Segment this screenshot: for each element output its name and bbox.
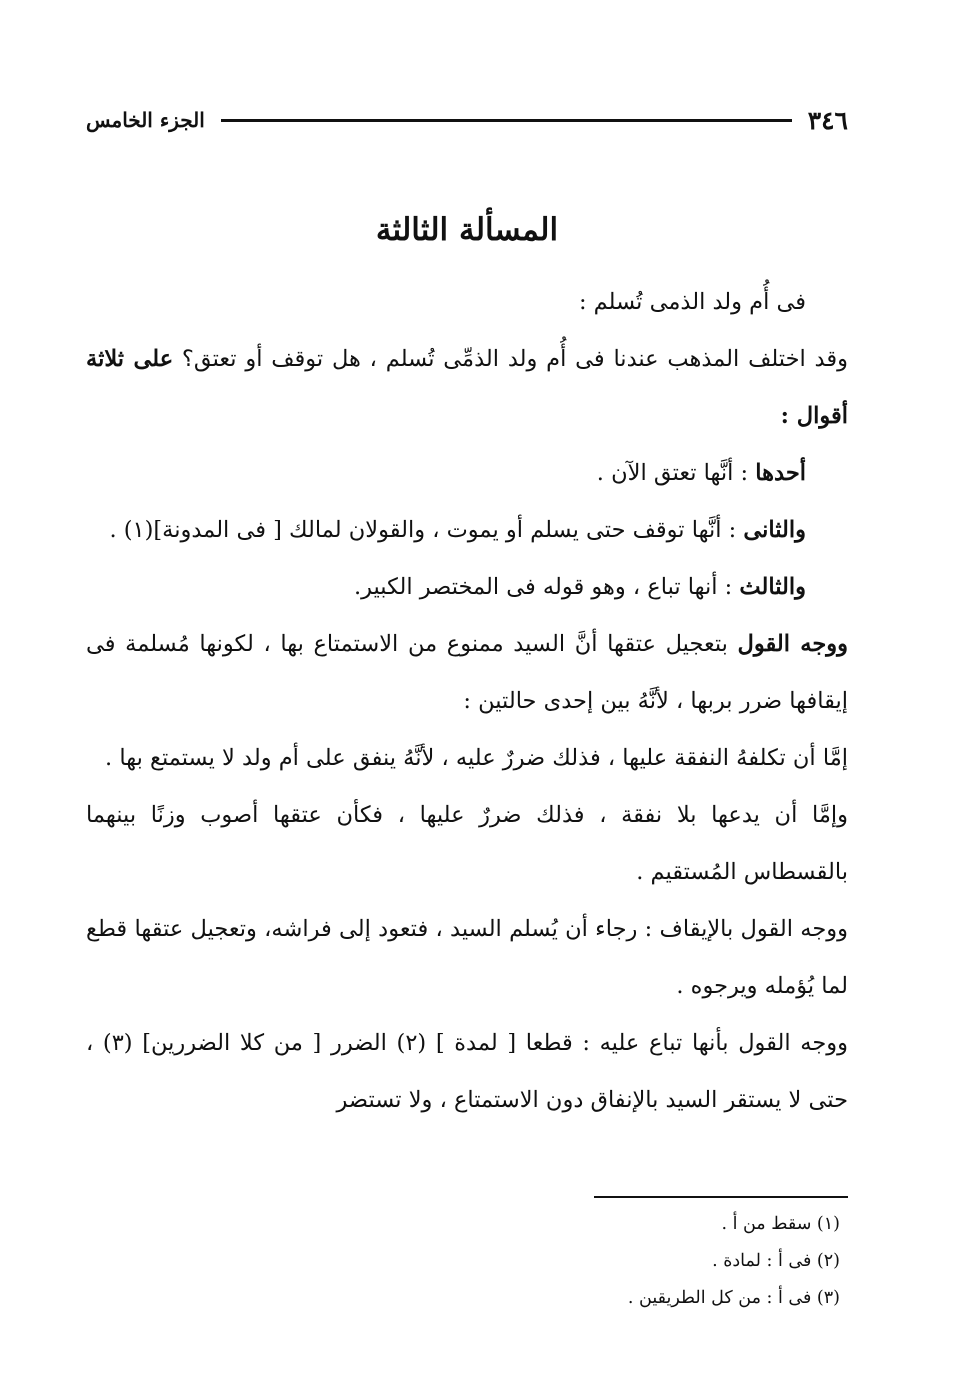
paragraph-4-run-1: والثانى: [743, 517, 806, 543]
header-rule: [221, 119, 792, 122]
paragraph-6: [86, 616, 848, 730]
paragraph-3-run-1: أحدها: [755, 460, 806, 486]
paragraph-6-run-2: بتعجيل عتقها أنَّ السيد ممنوع من الاستمتاع بها ، لكونها مُسلمة فى إيقافها ضرر بربها ، لأنَّهُ بين إحدى حالتين :: [86, 631, 848, 714]
paragraph-1-run-1: فى أُم ولد الذمى تُسلم :: [578, 289, 806, 315]
section-title: المسألة الثالثة: [375, 212, 559, 248]
paragraph-7-run-1: إمَّا أن تكلفهُ النفقة عليها ، فذلك ضررٌ عليه ، لأنَّهُ ينفق على أم ولد لا يستمتع بها .: [105, 745, 848, 771]
paragraph-10-run-1: ووجه القول بأنها تباع عليه : قطعا [ لمدة ] (٢) الضرر [ من كلا الضررين] (٣) ، حتى لا يستقر السيد بالإنفاق دون الاستمتاع ، ولا تستضر: [86, 1030, 849, 1113]
paragraph-2-run-1: وقد اختلف المذهب عندنا فى أُم ولد الذمِّى تُسلم ، هل توقف أو تعتق؟: [173, 346, 848, 372]
page-header: [86, 102, 848, 138]
paragraph-10: [86, 1015, 848, 1129]
footnote-3: (٣) فى أ : من كل الطريقين .: [627, 1288, 840, 1308]
body-text: [86, 274, 848, 1129]
paragraph-3: [86, 445, 848, 502]
paragraph-3-run-2: : أنَّها تعتق الآن .: [596, 460, 756, 486]
paragraph-5-run-1: والثالث: [739, 574, 806, 600]
paragraph-9-run-1: ووجه القول بالإيقاف : رجاء أن يُسلم السيد ، فتعود إلى فراشه، وتعجيل عتقها قطع لما يُؤمله ويرجوه .: [86, 916, 848, 999]
paragraph-2-run-2: على ثلاثة أقوال :: [86, 346, 848, 429]
paragraph-8: [86, 787, 848, 901]
paragraph-5: [86, 559, 848, 616]
paragraph-6-run-1: ووجه القول: [737, 631, 849, 657]
footnote-rule: [594, 1196, 848, 1198]
paragraph-1: [86, 274, 848, 331]
page-number: ٣٤٦: [807, 105, 848, 135]
paragraph-7: [86, 730, 848, 787]
footnote-1: (١) سقط من أ .: [721, 1214, 840, 1234]
paragraph-2: [86, 331, 848, 445]
paragraph-4-run-2: : أنَّها توقف حتى يسلم أو يموت ، والقولان لمالك [ فى المدونة](١) .: [109, 517, 744, 543]
paragraph-4: [86, 502, 848, 559]
footnote-2: (٢) فى أ : لمادة .: [712, 1251, 840, 1271]
paragraph-5-run-2: : أنها تباع ، وهو قوله فى المختصر الكبير.: [353, 574, 740, 600]
footnotes: [86, 1206, 840, 1317]
paragraph-9: [86, 901, 848, 1015]
paragraph-8-run-1: وإمَّا أن يدعها بلا نفقة ، فذلك ضررٌ عليها ، فكأن عتقها أصوب وزنًا بينهما بالقسطاس المُستقيم .: [86, 802, 848, 885]
running-title: الجزء الخامس: [86, 108, 205, 132]
